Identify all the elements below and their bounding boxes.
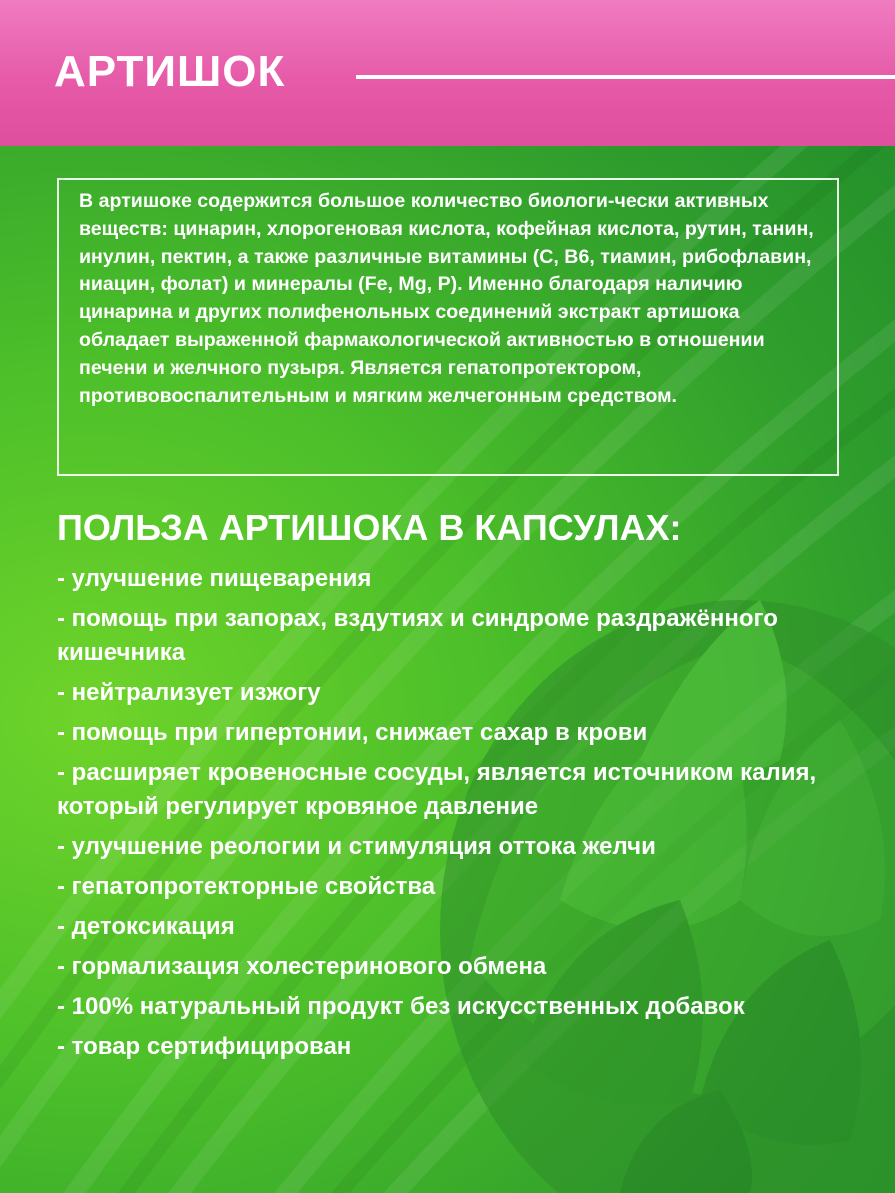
benefits-title: ПОЛЬЗА АРТИШОКА В КАПСУЛАХ:	[57, 507, 682, 548]
list-item: - товар сертифицирован	[57, 1033, 352, 1060]
list-item: - гепатопротекторные свойства	[57, 873, 436, 900]
list-item: - улучшение пищеварения	[57, 565, 372, 592]
list-item: - помощь при гипертонии, снижает сахар в крови	[57, 719, 648, 746]
header-banner	[0, 0, 895, 146]
list-item: - 100% натуральный продукт без искусственных добавок	[57, 993, 745, 1020]
info-text: В артишоке содержится большое количество биологи-чески активных веществ: цинарин, хлорогеновая кислота, кофейная кислота, рутин, танин, инулин, пектин, а также различные витамины (C, B6, тиамин, рибофлавин, ниацин, фолат) и минералы (Fe, Mg, P). Именно благодаря наличию цинарина и других полифенольных соединений экстракт артишока обладает выраженной фармакологической активностью в отношении печени и желчного пузыря. Является гепатопротектором, противовоспалительным и мягким желчегонным средством.	[79, 190, 814, 407]
list-item: - расширяет кровеносные сосуды, является источником калия, который регулирует кровяное давление	[57, 759, 817, 820]
list-item: - гормализация холестеринового обмена	[57, 953, 547, 980]
list-item: - улучшение реологии и стимуляция оттока желчи	[57, 833, 656, 860]
list-item: - детоксикация	[57, 913, 235, 940]
header-divider	[356, 75, 895, 79]
list-item: - помощь при запорах, вздутиях и синдроме раздражённого кишечника	[57, 605, 778, 666]
list-item: - нейтрализует изжогу	[57, 679, 321, 706]
info-box	[57, 178, 839, 476]
benefits-list	[57, 562, 857, 1070]
page-title: АРТИШОК	[54, 47, 286, 96]
